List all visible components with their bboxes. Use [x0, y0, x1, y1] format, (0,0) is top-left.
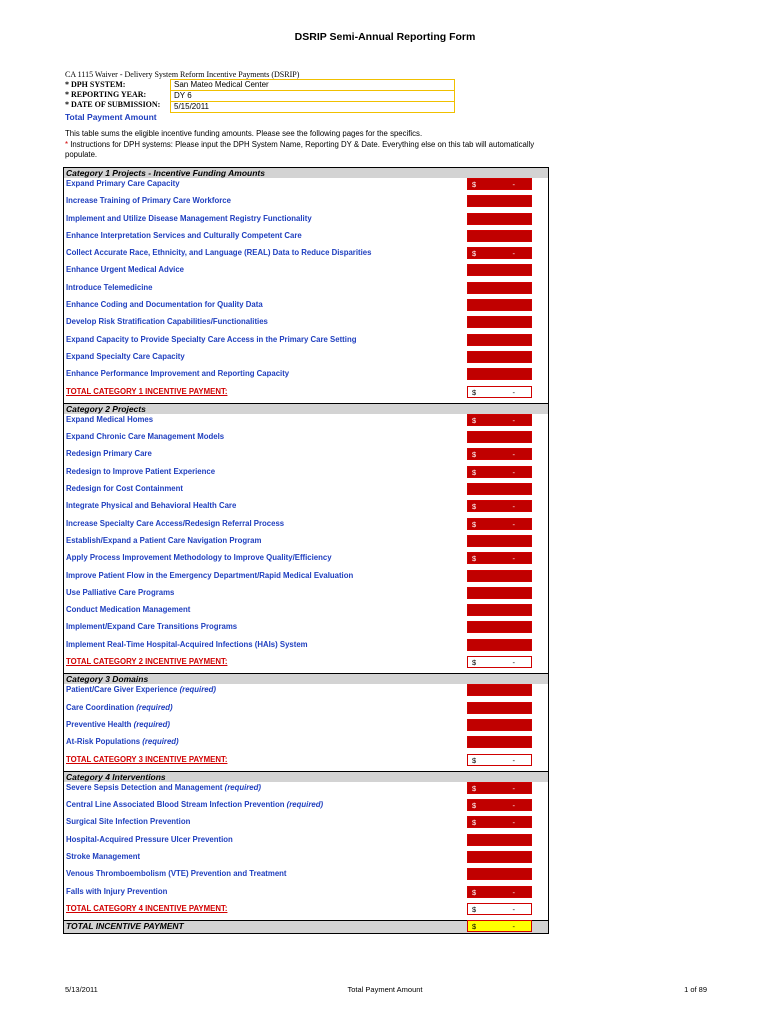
amount-value: - [512, 904, 515, 914]
dph-system-field[interactable]: San Mateo Medical Center [171, 80, 454, 91]
category-total-row [64, 386, 548, 403]
amount-cell[interactable] [467, 316, 532, 328]
row-label: Enhance Urgent Medical Advice [66, 265, 184, 275]
currency-symbol: $ [472, 904, 477, 914]
amount-cell[interactable] [467, 886, 532, 898]
row-label: Enhance Interpretation Services and Culturally Competent Care [66, 230, 302, 240]
category-total-row [64, 656, 548, 673]
amount-value: - [512, 180, 515, 189]
amount-cell[interactable] [467, 816, 532, 828]
row-label: At-Risk Populations (required) [66, 737, 179, 747]
currency-symbol: $ [472, 249, 477, 259]
row-label: Redesign to Improve Patient Experience [66, 466, 216, 476]
intro-line-2: * Instructions for DPH systems: Please input the DPH System Name, Reporting DY & Date. Everything else on this tab will automatically populate. [65, 139, 535, 159]
table-row [64, 178, 548, 195]
amount-cell[interactable] [467, 639, 532, 651]
amount-cell[interactable] [467, 903, 532, 915]
currency-symbol: $ [472, 415, 477, 425]
table-row [64, 299, 548, 316]
category-total-label: TOTAL CATEGORY 4 INCENTIVE PAYMENT: [66, 903, 228, 913]
amount-cell[interactable] [467, 868, 532, 880]
page-title: DSRIP Semi-Annual Reporting Form [294, 31, 476, 43]
amount-cell[interactable] [467, 431, 532, 443]
amount-cell[interactable] [467, 736, 532, 748]
row-label: Enhance Coding and Documentation for Quality Data [66, 300, 263, 310]
amount-cell[interactable] [467, 299, 532, 311]
amount-cell[interactable] [467, 247, 532, 259]
table-row [64, 719, 548, 736]
waiver-line: CA 1115 Waiver - Delivery System Reform Incentive Payments (DSRIP) [65, 70, 300, 79]
row-label: Central Line Associated Blood Stream Infection Prevention (required) [66, 800, 324, 810]
amount-value: - [512, 887, 515, 897]
table-row [64, 316, 548, 333]
row-label: Redesign Primary Care [66, 449, 152, 459]
currency-symbol: $ [472, 658, 477, 668]
amount-cell[interactable] [467, 195, 532, 207]
row-label: Establish/Expand a Patient Care Navigation Program [66, 535, 262, 545]
amount-value: - [512, 801, 515, 811]
row-label: Integrate Physical and Behavioral Health Care [66, 501, 237, 511]
table-row [64, 702, 548, 719]
grand-total-label: TOTAL INCENTIVE PAYMENT [66, 921, 184, 932]
currency-symbol: $ [472, 554, 477, 564]
currency-symbol: $ [472, 755, 477, 765]
currency-symbol: $ [472, 180, 477, 189]
header-input-box [170, 79, 455, 113]
table-row [64, 282, 548, 299]
amount-cell[interactable] [467, 684, 532, 696]
amount-value: - [512, 783, 515, 793]
row-label: Expand Primary Care Capacity [66, 179, 180, 188]
amount-value: - [512, 387, 515, 397]
table-row [64, 195, 548, 212]
table-row [64, 816, 548, 833]
table-row [64, 518, 548, 535]
reporting-year-label: * REPORTING YEAR: [65, 90, 147, 99]
amount-cell[interactable] [467, 230, 532, 242]
amount-value: - [512, 818, 515, 828]
amount-cell[interactable] [467, 656, 532, 668]
table-row [64, 782, 548, 799]
currency-symbol: $ [472, 450, 477, 460]
row-label: Expand Medical Homes [66, 414, 154, 424]
row-label: Collect Accurate Race, Ethnicity, and Language (REAL) Data to Reduce Disparities [66, 248, 372, 258]
table-row [64, 414, 548, 431]
footer-page-number: 1 of 89 [684, 985, 707, 994]
reporting-year-field[interactable]: DY 6 [171, 91, 454, 102]
amount-cell[interactable] [467, 834, 532, 846]
table-row [64, 868, 548, 885]
total-payment-amount-heading: Total Payment Amount [65, 112, 157, 122]
table-row [64, 851, 548, 868]
table-row [64, 334, 548, 351]
currency-symbol: $ [472, 502, 477, 512]
row-label: Expand Capacity to Provide Specialty Care Access in the Primary Care Setting [66, 334, 357, 344]
amount-cell[interactable] [467, 448, 532, 460]
amount-cell[interactable] [467, 518, 532, 530]
table-row [64, 431, 548, 448]
date-of-submission-field[interactable]: 5/15/2011 [174, 102, 209, 111]
amount-cell[interactable] [467, 334, 532, 346]
currency-symbol: $ [472, 467, 477, 477]
table-row [64, 448, 548, 465]
currency-symbol: $ [472, 887, 477, 897]
table-row [64, 736, 548, 753]
amount-cell[interactable] [467, 920, 532, 932]
incentive-payment-table [63, 167, 549, 934]
category-total-label: TOTAL CATEGORY 3 INCENTIVE PAYMENT: [66, 754, 228, 764]
amount-cell[interactable] [467, 414, 532, 426]
table-row [64, 213, 548, 230]
table-row [64, 799, 548, 816]
amount-cell[interactable] [467, 368, 532, 380]
row-label: Care Coordination (required) [66, 702, 173, 712]
amount-cell[interactable] [467, 213, 532, 225]
amount-cell[interactable] [467, 782, 532, 794]
row-label: Venous Thromboembolism (VTE) Prevention and Treatment [66, 869, 287, 879]
dph-system-label: * DPH SYSTEM: [65, 80, 126, 89]
table-row [64, 886, 548, 903]
currency-symbol: $ [472, 818, 477, 828]
row-label: Surgical Site Infection Prevention [66, 817, 191, 827]
amount-value: - [512, 554, 515, 564]
row-label: Patient/Care Giver Experience (required) [66, 685, 216, 695]
amount-value: - [512, 658, 515, 668]
amount-cell[interactable] [467, 570, 532, 582]
row-label: Implement/Expand Care Transitions Programs [66, 622, 238, 632]
amount-cell[interactable] [467, 500, 532, 512]
table-row [64, 466, 548, 483]
amount-cell[interactable] [467, 799, 532, 811]
amount-cell[interactable] [467, 719, 532, 731]
required-star-icon: * [65, 139, 69, 149]
amount-value: - [512, 450, 515, 460]
intro-line-1: This table sums the eligible incentive funding amounts. Please see the following pages for the specifics. [65, 129, 423, 138]
table-row [64, 621, 548, 638]
amount-value: - [512, 415, 515, 425]
amount-cell[interactable] [467, 483, 532, 495]
amount-cell[interactable] [467, 466, 532, 478]
amount-cell[interactable] [467, 851, 532, 863]
amount-cell[interactable] [467, 552, 532, 564]
amount-cell[interactable] [467, 535, 532, 547]
row-label: Apply Process Improvement Methodology to Improve Quality/Efficiency [66, 553, 332, 563]
row-label: Introduce Telemedicine [66, 282, 153, 292]
amount-value: - [512, 502, 515, 512]
table-row [64, 684, 548, 701]
table-row [64, 247, 548, 264]
table-row [64, 500, 548, 517]
row-label: Preventive Health (required) [66, 719, 170, 729]
amount-value: - [512, 519, 515, 529]
row-label: Severe Sepsis Detection and Management (required) [66, 782, 261, 792]
row-label: Expand Chronic Care Management Models [66, 432, 225, 442]
amount-cell[interactable] [467, 754, 532, 766]
amount-cell[interactable] [467, 282, 532, 294]
row-label: Use Palliative Care Programs [66, 587, 175, 597]
footer-tab-name: Total Payment Amount [347, 985, 423, 994]
table-row [64, 368, 548, 385]
amount-cell[interactable] [467, 702, 532, 714]
grand-total-row [64, 920, 548, 934]
table-row [64, 351, 548, 368]
row-label: Falls with Injury Prevention [66, 886, 168, 896]
row-label: Increase Specialty Care Access/Redesign Referral Process [66, 518, 285, 528]
currency-symbol: $ [472, 387, 477, 397]
row-label: Conduct Medication Management [66, 605, 191, 615]
category-header: Category 2 Projects [64, 403, 548, 414]
row-label: Implement and Utilize Disease Management Registry Functionality [66, 213, 312, 223]
row-label: Redesign for Cost Containment [66, 484, 183, 494]
amount-value: - [512, 922, 515, 932]
date-of-submission-label: * DATE OF SUBMISSION: [65, 100, 161, 109]
table-row [64, 604, 548, 621]
table-row [64, 834, 548, 851]
currency-symbol: $ [472, 922, 477, 932]
amount-cell[interactable] [467, 604, 532, 616]
row-label: Expand Specialty Care Capacity [66, 351, 185, 361]
row-label: Improve Patient Flow in the Emergency Department/Rapid Medical Evaluation [66, 570, 354, 580]
category-header: Category 3 Domains [64, 673, 548, 684]
table-row [64, 552, 548, 569]
row-label: Hospital-Acquired Pressure Ulcer Prevention [66, 834, 233, 844]
table-row [64, 535, 548, 552]
amount-cell[interactable] [467, 621, 532, 633]
category-total-label: TOTAL CATEGORY 2 INCENTIVE PAYMENT: [66, 657, 228, 667]
row-label: Increase Training of Primary Care Workforce [66, 196, 231, 206]
table-row [64, 587, 548, 604]
amount-cell[interactable] [467, 351, 532, 363]
category-total-label: TOTAL CATEGORY 1 INCENTIVE PAYMENT: [66, 386, 228, 396]
category-total-row [64, 903, 548, 920]
amount-value: - [512, 467, 515, 477]
amount-value: - [512, 249, 515, 259]
currency-symbol: $ [472, 519, 477, 529]
row-label: Develop Risk Stratification Capabilities/Functionalities [66, 317, 268, 327]
row-label: Enhance Performance Improvement and Reporting Capacity [66, 369, 290, 379]
table-row [64, 570, 548, 587]
table-row [64, 264, 548, 281]
table-row [64, 483, 548, 500]
row-label: Implement Real-Time Hospital-Acquired Infections (HAIs) System [66, 639, 308, 649]
category-total-row [64, 754, 548, 771]
table-row [64, 230, 548, 247]
instructions [65, 129, 535, 161]
category-header: Category 4 Interventions [64, 771, 548, 782]
amount-cell[interactable] [467, 587, 532, 599]
amount-cell[interactable] [467, 264, 532, 276]
category-header: Category 1 Projects - Incentive Funding Amounts [64, 167, 548, 178]
currency-symbol: $ [472, 801, 477, 811]
row-label: Stroke Management [66, 851, 141, 861]
amount-cell[interactable] [467, 386, 532, 398]
amount-cell[interactable] [467, 178, 532, 190]
footer-date: 5/13/2011 [65, 985, 98, 994]
currency-symbol: $ [472, 783, 477, 793]
table-row [64, 639, 548, 656]
amount-value: - [512, 755, 515, 765]
